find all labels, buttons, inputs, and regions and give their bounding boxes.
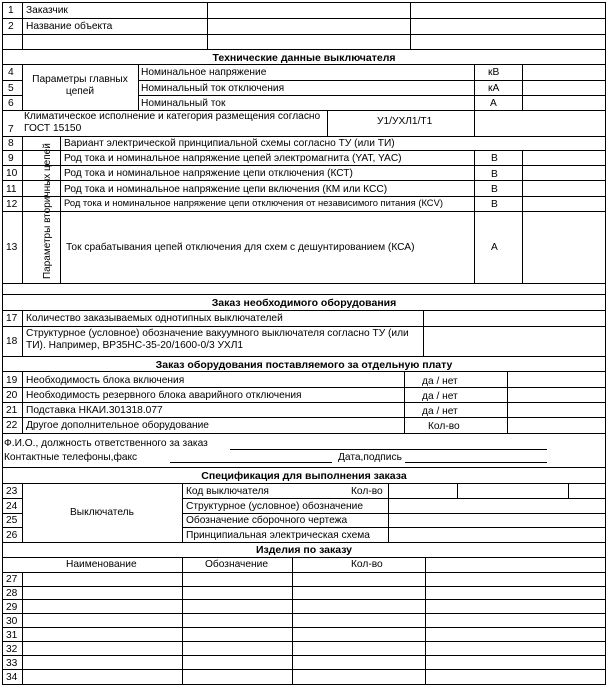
separate-row-label: Подставка НКАИ.301318.077	[26, 405, 163, 416]
row-number: 7	[8, 124, 14, 135]
spec-row-label: Принципиальная электрическая схема	[186, 530, 370, 541]
items-header-designation: Обозначение	[205, 559, 269, 570]
row-number: 25	[6, 515, 18, 526]
separate-row-value: да / нет	[422, 376, 458, 387]
main-circuit-params-label: Параметры главных цепей	[32, 74, 128, 97]
spec-row-qty: Кол-во	[351, 486, 383, 497]
separate-row-value: да / нет	[422, 406, 458, 417]
order-form	[2, 2, 606, 685]
section-items-title: Изделия по заказу	[255, 544, 353, 556]
date-signature-label: Дата,подпись	[338, 452, 402, 463]
tech-row-unit: В	[491, 169, 498, 180]
row-number: 21	[6, 405, 18, 416]
climate-value: У1/УХЛ1/Т1	[377, 116, 433, 127]
contact-phones-label: Контактные телефоны,факс	[4, 452, 138, 463]
tech-row-label: Вариант электрической принципиальной схемы согласно ТУ (или ТИ)	[64, 138, 395, 149]
row-number: 22	[6, 420, 18, 431]
row-number: 24	[6, 501, 18, 512]
separate-row-label: Другое дополнительное оборудование	[26, 420, 209, 431]
tech-row-label: Род тока и номинальное напряжение цепи включения (КМ или КСС)	[64, 184, 388, 195]
row-number: 10	[6, 168, 18, 179]
row-number: 30	[6, 616, 18, 627]
customer-label: Заказчик	[26, 5, 68, 16]
spec-row-label: Обозначение сборочного чертежа	[186, 515, 348, 526]
row-number: 32	[6, 644, 18, 655]
switch-label: Выключатель	[70, 507, 134, 518]
separate-row-label: Необходимость резервного блока аварийного отключения	[26, 390, 302, 401]
tech-row-unit: А	[491, 242, 498, 253]
tech-row-label: Номинальное напряжение	[141, 67, 267, 78]
row-number: 31	[6, 630, 18, 641]
tech-row-unit: В	[491, 184, 498, 195]
row-number: 5	[8, 83, 14, 94]
separate-row-value: Кол-во	[428, 421, 460, 432]
secondary-circuit-params-label: Параметры вторичных цепей	[42, 143, 53, 279]
row-number: 29	[6, 602, 18, 613]
object-name-label: Название объекта	[26, 21, 113, 32]
separate-row-label: Необходимость блока включения	[26, 375, 185, 386]
separate-row-value: да / нет	[422, 391, 458, 402]
tech-row-label: Ток срабатывания цепей отключения для схем с дешунтированием (КСА)	[66, 242, 415, 253]
tech-row-unit: В	[491, 199, 498, 210]
section-separate-title: Заказ оборудования поставляемого за отдельную плату	[155, 359, 453, 371]
tech-row-label: Род тока и номинальное напряжение цепей электромагнита (YAT, YAC)	[64, 153, 402, 164]
row-number: 33	[6, 658, 18, 669]
climate-label: Климатическое исполнение и категория размещения согласно ГОСТ 15150	[24, 111, 321, 134]
order-row-label: Количество заказываемых однотипных выключателей	[26, 313, 283, 324]
section-order-title: Заказ необходимого оборудования	[211, 297, 397, 309]
row-number: 2	[8, 21, 14, 32]
items-header-qty: Кол-во	[351, 559, 383, 570]
row-number: 6	[8, 98, 14, 109]
tech-row-label: Номинальный ток отключения	[141, 83, 285, 94]
spec-row-label: Структурное (условное) обозначение	[186, 501, 363, 512]
tech-row-unit: В	[491, 153, 498, 164]
section-tech-title: Технические данные выключателя	[212, 52, 396, 64]
items-header-name: Наименование	[66, 559, 137, 570]
row-number: 1	[8, 5, 14, 16]
row-number: 34	[6, 672, 18, 683]
spec-row-label: Код выключателя	[186, 486, 269, 497]
row-number: 17	[6, 313, 18, 324]
row-number: 27	[6, 574, 18, 585]
row-number: 18	[6, 336, 18, 347]
row-number: 26	[6, 530, 18, 541]
tech-row-label: Номинальный ток	[141, 98, 226, 109]
row-number: 11	[6, 184, 17, 195]
order-row-label: Структурное (условное) обозначение вакуумного выключателя согласно ТУ (или ТИ). Например, ВР35НС-35-20/1600-0/3 УХЛ1	[26, 328, 409, 351]
tech-row-unit: кА	[488, 83, 500, 94]
responsible-person-label: Ф.И.О., должность ответственного за заказ	[4, 438, 208, 449]
row-number: 4	[8, 67, 14, 78]
row-number: 20	[6, 390, 18, 401]
row-number: 12	[6, 199, 18, 210]
row-number: 28	[6, 588, 18, 599]
section-spec-title: Спецификация для выполнения заказа	[201, 470, 407, 482]
row-number: 8	[8, 138, 14, 149]
tech-row-label: Род тока и номинальное напряжение цепи отключения от независимого питания (КСV)	[64, 197, 443, 208]
tech-row-label: Род тока и номинальное напряжение цепи отключения (КСТ)	[64, 168, 353, 179]
tech-row-unit: А	[490, 98, 497, 109]
tech-row-unit: кВ	[488, 67, 500, 78]
row-number: 9	[8, 153, 14, 164]
row-number: 13	[6, 242, 18, 253]
row-number: 23	[6, 486, 18, 497]
row-number: 19	[6, 375, 18, 386]
